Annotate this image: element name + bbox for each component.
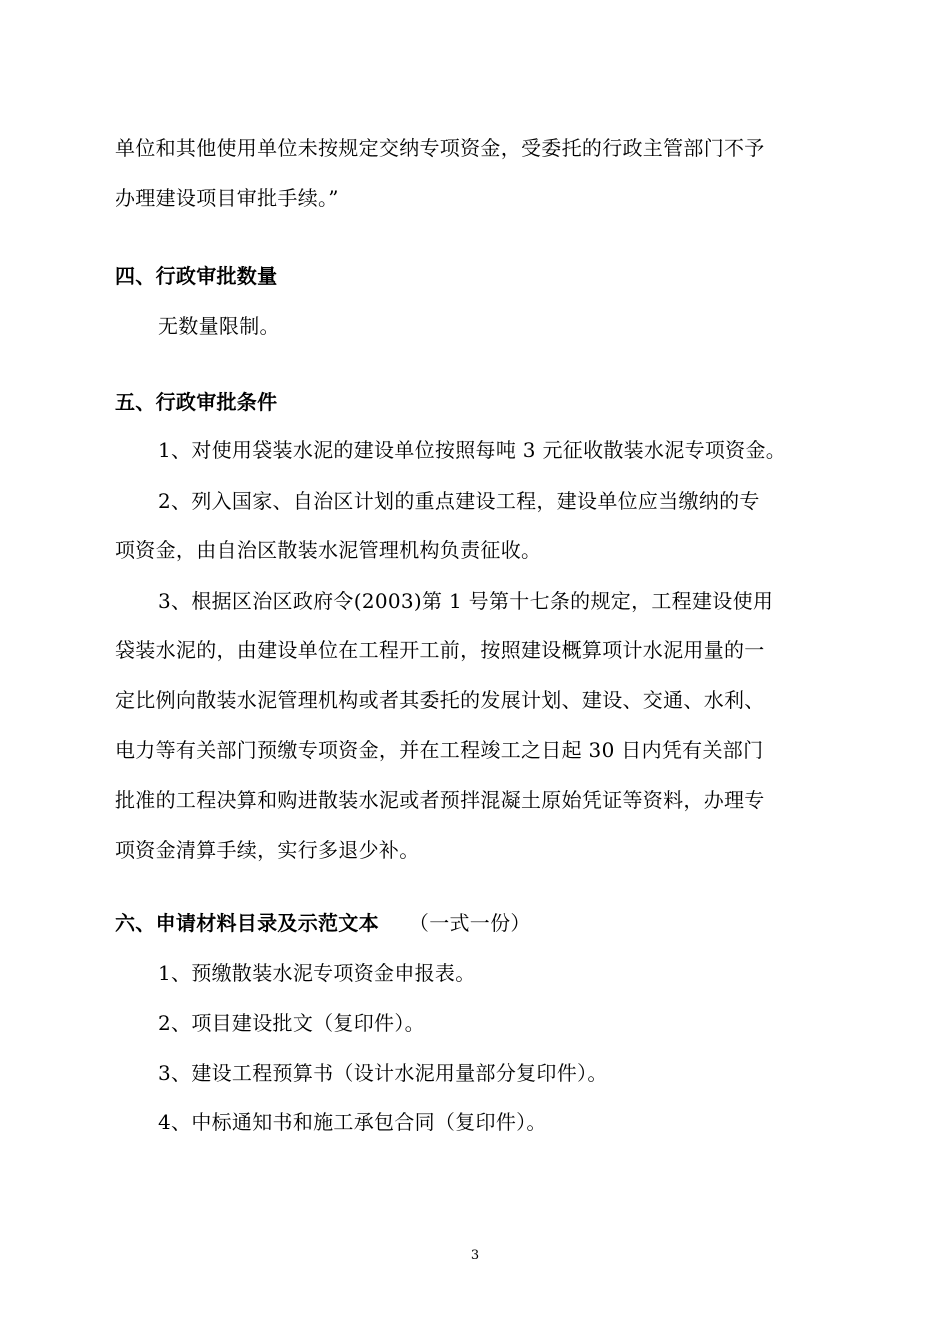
- section-6-note: （一式一份）: [408, 911, 531, 935]
- section-4-heading: 四、行政审批数量: [115, 264, 278, 288]
- section-5-item-2-line-2: 项资金，由自治区散装水泥管理机构负责征收。: [115, 538, 542, 562]
- section-5-item-2-line-1: 2、列入国家、自治区计划的重点建设工程，建设单位应当缴纳的专: [158, 489, 760, 513]
- section-5-heading: 五、行政审批条件: [115, 390, 278, 414]
- section-5-item-3-line-3: 定比例向散装水泥管理机构或者其委托的发展计划、建设、交通、水利、: [115, 688, 765, 712]
- section-6-item-3: 3、建设工程预算书（设计水泥用量部分复印件）。: [158, 1061, 608, 1085]
- section-5-item-3-line-1: 3、根据区治区政府令(2003)第 1 号第十七条的规定，工程建设使用: [158, 589, 774, 613]
- section-5-item-3-line-2: 袋装水泥的，由建设单位在工程开工前，按照建设概算项计水泥用量的一: [115, 638, 765, 662]
- section-6-item-4: 4、中标通知书和施工承包合同（复印件）。: [158, 1110, 547, 1134]
- section-4-body: 无数量限制。: [158, 314, 280, 338]
- section-6-item-1: 1、预缴散装水泥专项资金申报表。: [158, 961, 476, 985]
- section-5-item-1: 1、对使用袋装水泥的建设单位按照每吨 3 元征收散装水泥专项资金。: [158, 438, 787, 462]
- section-6-heading: 六、申请材料目录及示范文本: [115, 911, 379, 935]
- page-number: 3: [470, 1248, 480, 1263]
- section-5-item-3-line-6: 项资金清算手续，实行多退少补。: [115, 838, 420, 862]
- section-6-heading-line: [115, 911, 531, 935]
- section-5-item-3-line-5: 批准的工程决算和购进散装水泥或者预拌混凝土原始凭证等资料，办理专: [115, 788, 765, 812]
- section-5-item-3-line-4: 电力等有关部门预缴专项资金，并在工程竣工之日起 30 日内凭有关部门: [115, 738, 764, 762]
- intro-line-2: 办理建设项目审批手续。”: [115, 186, 339, 210]
- section-6-item-2: 2、项目建设批文（复印件）。: [158, 1011, 425, 1035]
- intro-line-1: 单位和其他使用单位未按规定交纳专项资金，受委托的行政主管部门不予: [115, 136, 765, 160]
